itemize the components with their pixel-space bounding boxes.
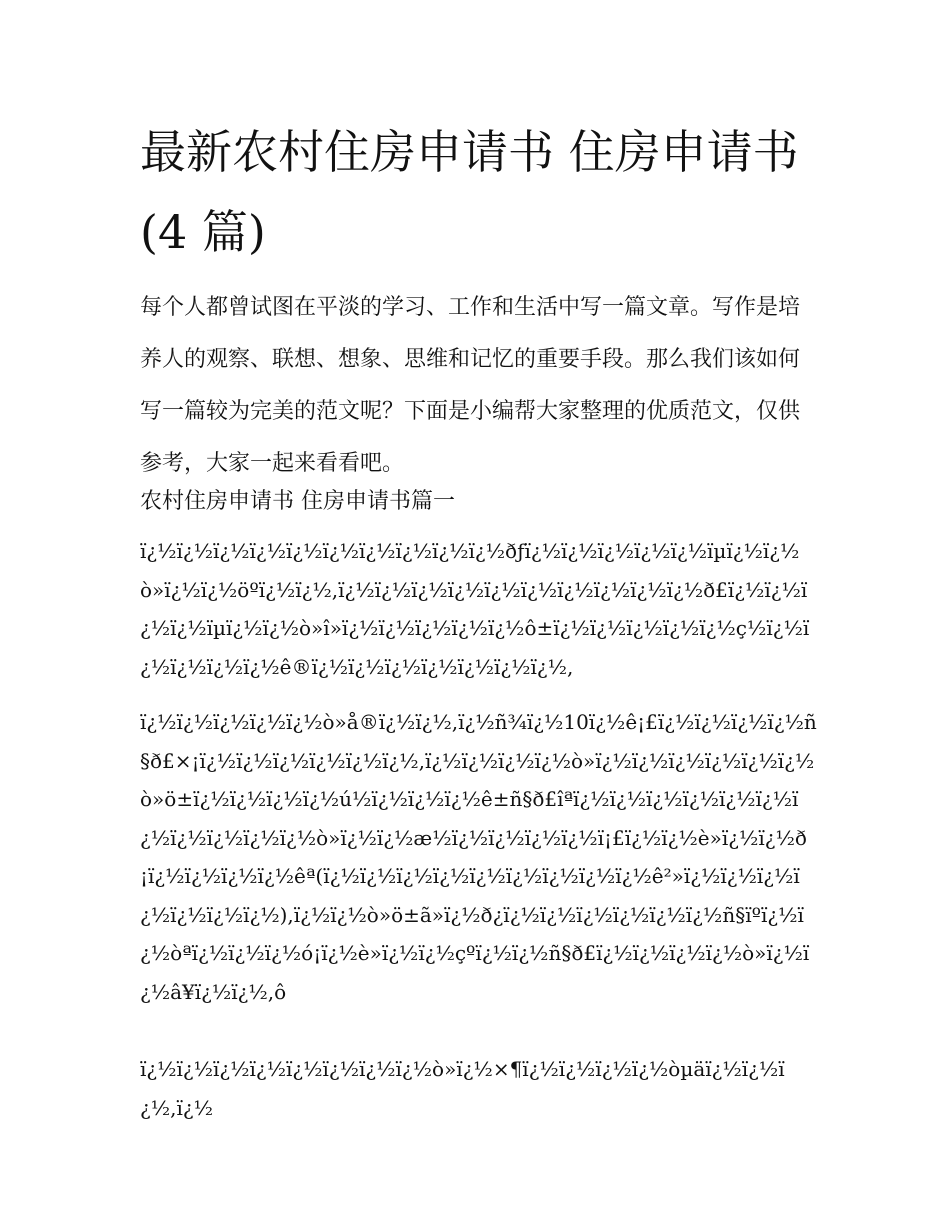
garbled-paragraph-1: ï¿½ï¿½ï¿½ï¿½ï¿½ï¿½ï¿½ï¿½ï¿½ï¿½ðƒï¿½ï¿½ï¿½ï¿½ï¿½ïµï¿½ï¿½ò»ï¿½ï¿½öºï¿½ï¿½,ï¿½ï¿½ï¿½ï¿½ï¿½ï¿½ï¿½ï¿½ï¿½ï¿½ð£ï¿½ï¿½ï¿½ï¿½ïµï¿½ï¿½ò»î»ï¿½ï¿½ï¿½ï¿½ï¿½ô±ï¿½ï¿½ï¿½ï¿½ï¿½ç½ï¿½ï¿½ï¿½ï¿½ï¿½ê®ï¿½ï¿½ï¿½ï¿½ï¿½ï¿½ï¿½, (140, 539, 810, 679)
garbled-paragraph-3: ï¿½ï¿½ï¿½ï¿½ï¿½ï¿½ï¿½ï¿½ò»ï¿½×¶ï¿½ï¿½ï¿½ï¿½òµäï¿½ï¿½ï¿½,ï¿½ (140, 1057, 785, 1120)
section-heading: 农村住房申请书 住房申请书篇一 (140, 489, 455, 514)
garbled-paragraph-2: ï¿½ï¿½ï¿½ï¿½ï¿½ò»å®ï¿½ï¿½,ï¿½ñ¾ï¿½10ï¿½ê¡£ï¿½ï¿½ï¿½ï¿½ñ§ð£×¡ï¿½ï¿½ï¿½ï¿½ï¿½ï¿½,ï¿½ï¿½ï¿½ï¿½ò»ï¿½ï¿½ï¿½ï¿½ï¿½ï¿½ò»ö±ï¿½ï¿½ï¿½ï¿½ú½ï¿½ï¿½ï¿½ê±ñ§ð£îªï¿½ï¿½ï¿½ï¿½ï¿½ï¿½ï¿½ï¿½ï¿½ï¿½ï¿½ò»ï¿½ï¿½æ½ï¿½ï¿½ï¿½ï¿½ï¡£ï¿½ï¿½è»ï¿½ï¿½ð¡ï¿½ï¿½ï¿½ï¿½êª(ï¿½ï¿½ï¿½ï¿½ï¿½ï¿½ï¿½ï¿½ï¿½ê²»ï¿½ï¿½ï¿½ï¿½ï¿½ï¿½ï¿½),ï¿½ï¿½ò»ö±ã»ï¿½ð¿ï¿½ï¿½ï¿½ï¿½ï¿½ï¿½ñ§ïºï¿½ï¿½òªï¿½ï¿½ï¿½ó¡ï¿½è»ï¿½ï¿½çºï¿½ï¿½ñ§ð£ï¿½ï¿½ï¿½ï¿½ò»ï¿½ï¿½â¥ï¿½ï¿½,ô (140, 710, 817, 1004)
document-title: 最新农村住房申请书 住房申请书(4 篇) (140, 125, 799, 259)
intro-paragraph: 每个人都曾试图在平淡的学习、工作和生活中写一篇文章。写作是培养人的观察、联想、想象、思维和记忆的重要手段。那么我们该如何写一篇较为完美的范文呢？下面是小编帮大家整理的优质范文，仅供参考，大家一起来看看吧。 (140, 295, 801, 476)
